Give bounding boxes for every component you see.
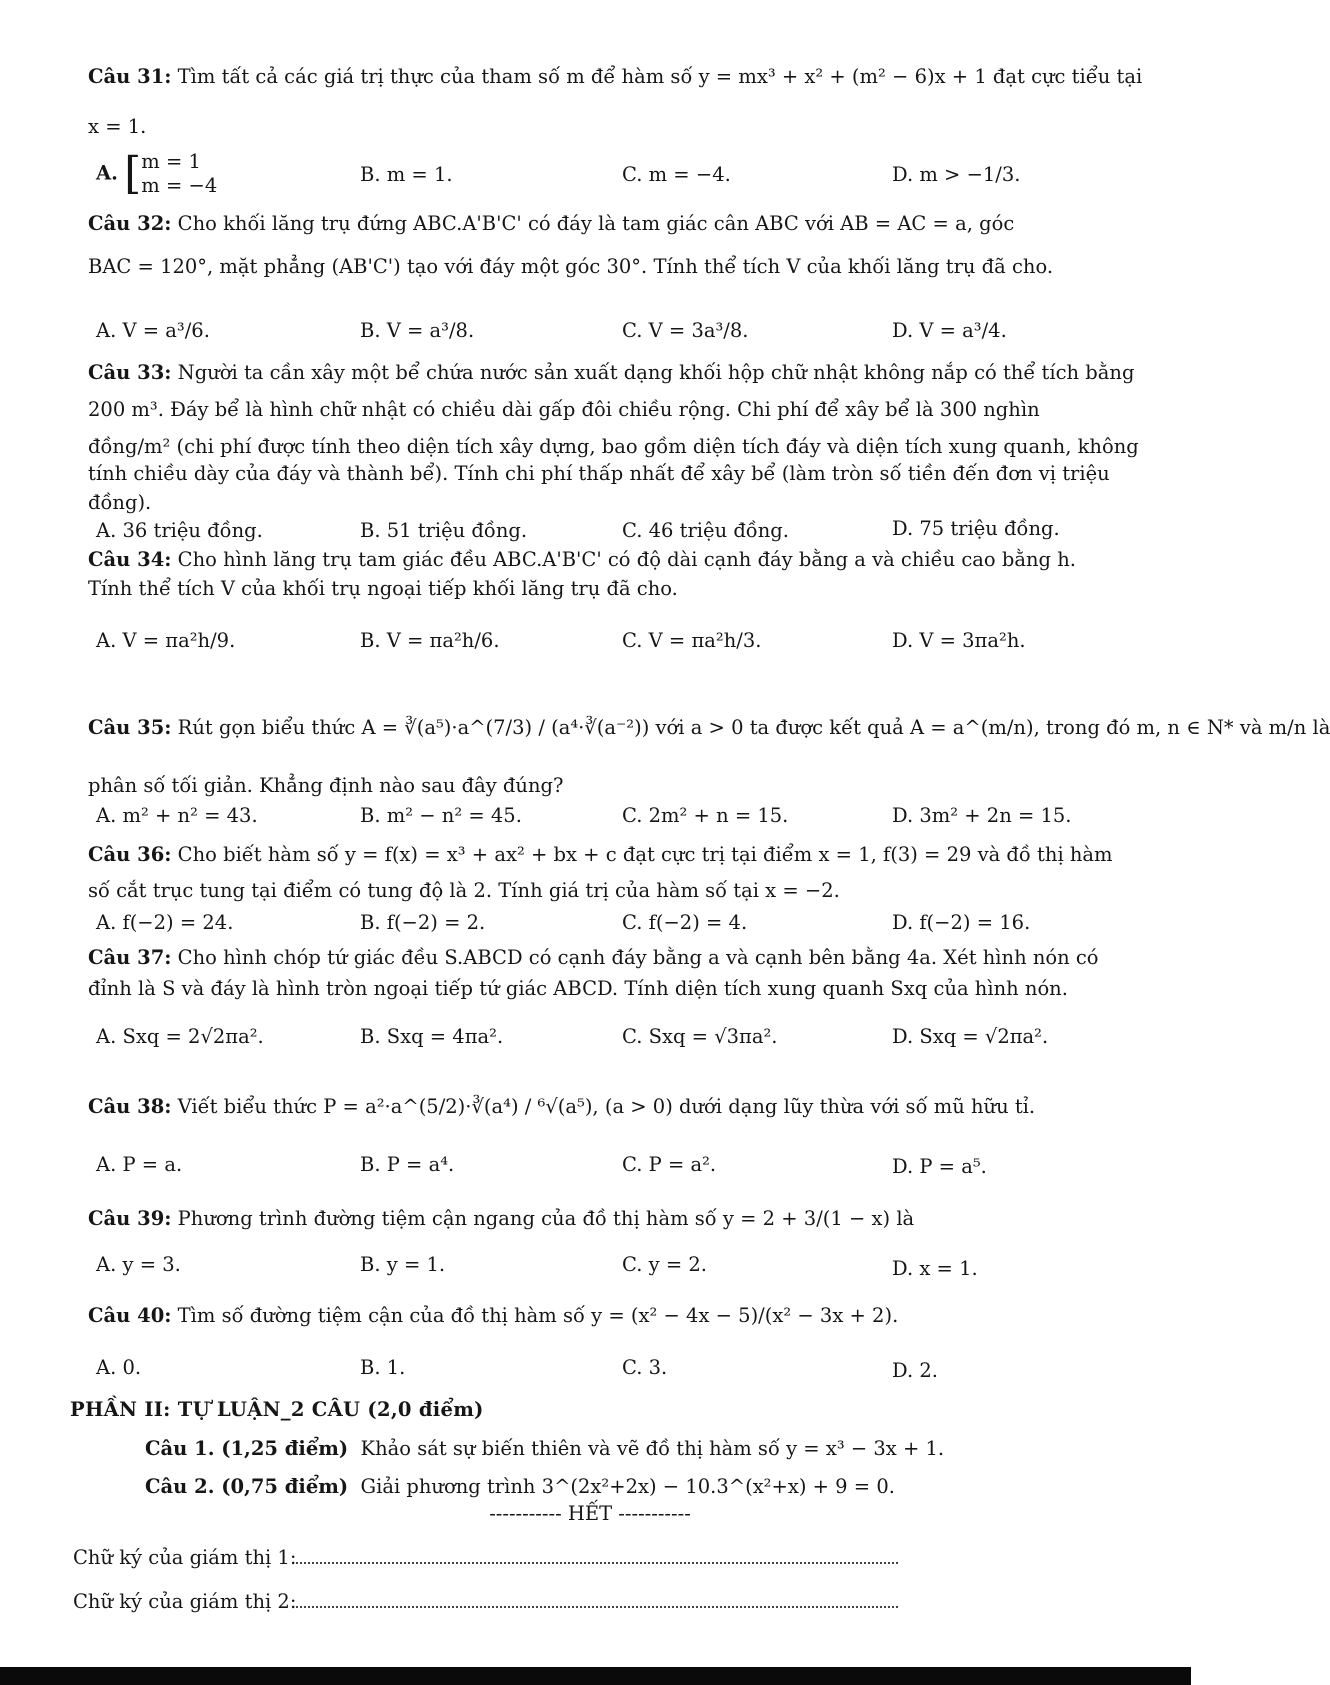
part2-title: PHẦN II: TỰ LUẬN_2 CÂU (2,0 điểm) [70, 1398, 484, 1421]
q33-line4: tính chiều dày của đáy và thành bể). Tính chi phí thấp nhất để xây bể (làm tròn số tiền đến đơn vị triệu [88, 462, 1110, 485]
q33-line1: Câu 33: Người ta cần xây một bể chứa nước sản xuất dạng khối hộp chữ nhật không nắp có thể tích bằng [88, 361, 1135, 384]
q34-line2: Tính thể tích V của khối trụ ngoại tiếp khối lăng trụ đã cho. [88, 577, 678, 600]
q31-label: Câu 31: [88, 65, 172, 88]
q40-line1: Câu 40: Tìm số đường tiệm cận của đồ thị hàm số y = (x² − 4x − 5)/(x² − 3x + 2). [88, 1304, 899, 1327]
q36-line2: số cắt trục tung tại điểm có tung độ là 2. Tính giá trị của hàm số tại x = −2. [88, 879, 840, 902]
q33-option-b: B. 51 triệu đồng. [360, 519, 528, 542]
q35-option-a: A. m² + n² = 43. [96, 804, 258, 827]
q33-line3: đồng/m² (chi phí được tính theo diện tích xây dựng, bao gồm diện tích đáy và diện tích xung quanh, không [88, 435, 1139, 458]
q39-option-c: C. y = 2. [622, 1253, 707, 1276]
bottom-scan-bar [0, 1667, 1191, 1685]
q33-option-c: C. 46 triệu đồng. [622, 519, 789, 542]
q38-option-c: C. P = a². [622, 1153, 717, 1176]
q39-option-a: A. y = 3. [96, 1253, 181, 1276]
q40-option-b: B. 1. [360, 1356, 406, 1379]
q38-option-a: A. P = a. [96, 1153, 183, 1176]
q37-option-d: D. Sxq = √2πa². [892, 1025, 1049, 1048]
q36-option-c: C. f(−2) = 4. [622, 911, 748, 934]
q34-option-a: A. V = πa²h/9. [96, 629, 236, 652]
q33-line5: đồng). [88, 491, 152, 514]
q34-line1: Câu 34: Cho hình lăng trụ tam giác đều ABC.A'B'C' có độ dài cạnh đáy bằng a và chiều cao bằng h. [88, 548, 1076, 571]
q40-option-d: D. 2. [892, 1359, 938, 1382]
q31-option-c: C. m = −4. [622, 163, 731, 186]
q34-option-d: D. V = 3πa²h. [892, 629, 1026, 652]
essay-q2: Câu 2. (0,75 điểm) Giải phương trình 3^(2x²+2x) − 10.3^(x²+x) + 9 = 0. [145, 1475, 895, 1498]
q32-option-d: D. V = a³/4. [892, 319, 1007, 342]
q35-option-b: B. m² − n² = 45. [360, 804, 522, 827]
q32-option-b: B. V = a³/8. [360, 319, 475, 342]
signature-line-1 [296, 1548, 898, 1564]
q38-option-d: D. P = a⁵. [892, 1155, 987, 1178]
q37-option-b: B. Sxq = 4πa². [360, 1025, 504, 1048]
signature-line-2 [296, 1592, 898, 1608]
q33-line2: 200 m³. Đáy bể là hình chữ nhật có chiều dài gấp đôi chiều rộng. Chi phí để xây bể là 300 nghìn [88, 398, 1040, 421]
q39-option-b: B. y = 1. [360, 1253, 446, 1276]
q31-text: Tìm tất cả các giá trị thực của tham số m để hàm số y = mx³ + x² + (m² − 6)x + 1 đạt cực tiểu tại [177, 65, 1143, 88]
q33-option-d: D. 75 triệu đồng. [892, 517, 1060, 540]
q31-option-a: A. [ m = 1 m = −4 [96, 148, 218, 199]
q32-option-c: C. V = 3a³/8. [622, 319, 749, 342]
q39-option-d: D. x = 1. [892, 1257, 978, 1280]
q38-line1: Câu 38: Viết biểu thức P = a²·a^(5/2)·∛(a⁴) / ⁶√(a⁵), (a > 0) dưới dạng lũy thừa với số mũ hữu tỉ. [88, 1095, 1036, 1118]
q32-line1: Câu 32: Cho khối lăng trụ đứng ABC.A'B'C' có đáy là tam giác cân ABC với AB = AC = a, góc [88, 212, 1015, 235]
q36-line1: Câu 36: Cho biết hàm số y = f(x) = x³ + ax² + bx + c đạt cực trị tại điểm x = 1, f(3) = 29 và đồ thị hàm [88, 843, 1113, 866]
q37-line2: đỉnh là S và đáy là hình tròn ngoại tiếp tứ giác ABCD. Tính diện tích xung quanh Sxq của hình nón. [88, 977, 1068, 1000]
q32-line2: BAC = 120°, mặt phẳng (AB'C') tạo với đáy một góc 30°. Tính thể tích V của khối lăng trụ đã cho. [88, 255, 1054, 278]
q34-option-b: B. V = πa²h/6. [360, 629, 500, 652]
q34-option-c: C. V = πa²h/3. [622, 629, 762, 652]
q39-line1: Câu 39: Phương trình đường tiệm cận ngang của đồ thị hàm số y = 2 + 3/(1 − x) là [88, 1207, 915, 1230]
q35-option-c: C. 2m² + n = 15. [622, 804, 789, 827]
q36-option-a: A. f(−2) = 24. [96, 911, 234, 934]
q33-option-a: A. 36 triệu đồng. [96, 519, 263, 542]
q32-option-a: A. V = a³/6. [96, 319, 210, 342]
end-marker: ----------- HẾT ----------- [489, 1502, 691, 1525]
q35-line2: phân số tối giản. Khẳng định nào sau đây đúng? [88, 774, 564, 797]
proctor-signature-2: Chữ ký của giám thị 2: [73, 1590, 898, 1614]
q31-option-d: D. m > −1/3. [892, 163, 1021, 186]
essay-q1: Câu 1. (1,25 điểm) Khảo sát sự biến thiên và vẽ đồ thị hàm số y = x³ − 3x + 1. [145, 1437, 945, 1460]
q37-line1: Câu 37: Cho hình chóp tứ giác đều S.ABCD có cạnh đáy bằng a và cạnh bên bằng 4a. Xét hình nón có [88, 946, 1099, 969]
q31-option-b: B. m = 1. [360, 163, 453, 186]
q36-option-b: B. f(−2) = 2. [360, 911, 486, 934]
proctor-signature-1: Chữ ký của giám thị 1: [73, 1546, 898, 1570]
q37-option-a: A. Sxq = 2√2πa². [96, 1025, 264, 1048]
q35-line1: Câu 35: Rút gọn biểu thức A = ∛(a⁵)·a^(7/3) / (a⁴·∛(a⁻²)) với a > 0 ta được kết quả A = a^(m/n), trong đó m, n ∈ N* và m/n là [88, 716, 1330, 739]
q36-option-d: D. f(−2) = 16. [892, 911, 1031, 934]
q37-option-c: C. Sxq = √3πa². [622, 1025, 778, 1048]
q31-cont: x = 1. [88, 115, 147, 138]
q35-option-d: D. 3m² + 2n = 15. [892, 804, 1072, 827]
q31-line1 [88, 64, 1143, 90]
q38-option-b: B. P = a⁴. [360, 1153, 455, 1176]
q40-option-c: C. 3. [622, 1356, 668, 1379]
q40-option-a: A. 0. [96, 1356, 142, 1379]
